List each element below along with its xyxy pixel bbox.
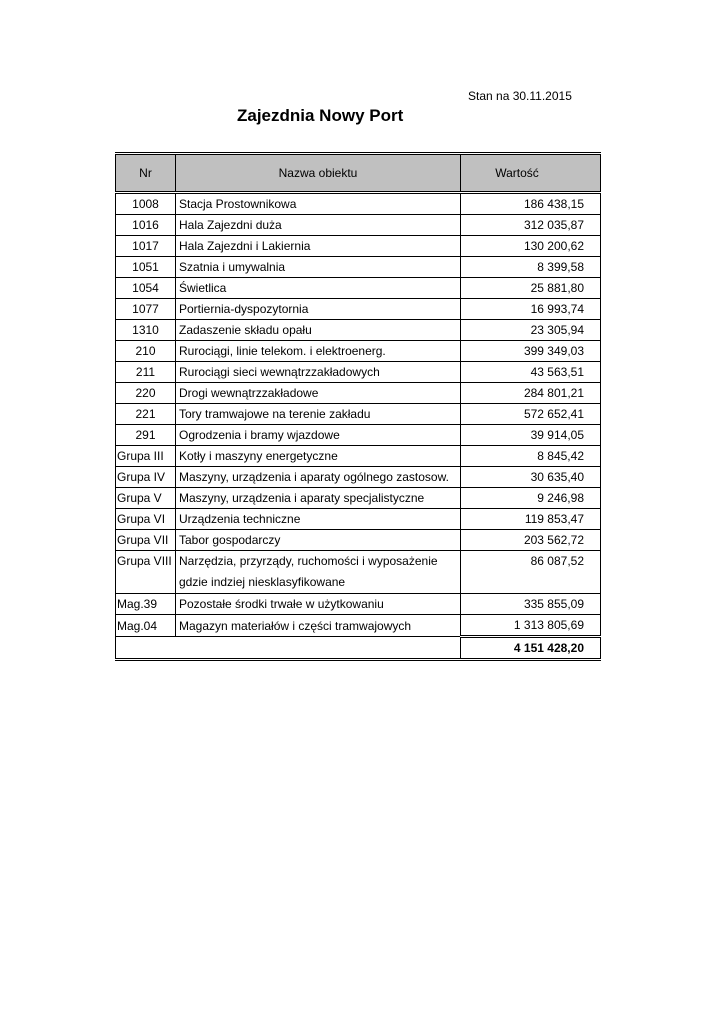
row-name: Narzędzia, przyrządy, ruchomości i wyposażenie gdzie indziej niesklasyfikowane — [176, 551, 461, 594]
row-value: 572 652,41 — [461, 404, 601, 425]
row-nr: Mag.04 — [116, 615, 176, 637]
total-value: 4 151 428,20 — [461, 637, 601, 660]
table-row — [116, 594, 601, 615]
table-row — [116, 299, 601, 320]
table-row — [116, 488, 601, 509]
row-nr: Grupa V — [116, 488, 176, 509]
row-name: Urządzenia techniczne — [176, 509, 461, 530]
column-header-name: Nazwa obiektu — [176, 154, 461, 193]
column-header-value: Wartość — [461, 154, 601, 193]
row-value: 9 246,98 — [461, 488, 601, 509]
row-nr: 1051 — [116, 257, 176, 278]
row-nr: 1077 — [116, 299, 176, 320]
table-row — [116, 383, 601, 404]
row-value: 1 313 805,69 — [461, 615, 601, 637]
row-nr: 210 — [116, 341, 176, 362]
table-row — [116, 320, 601, 341]
row-value: 8 399,58 — [461, 257, 601, 278]
row-name: Hala Zajezdni i Lakiernia — [176, 236, 461, 257]
row-nr: Grupa VI — [116, 509, 176, 530]
row-name: Drogi wewnątrzzakładowe — [176, 383, 461, 404]
row-value: 16 993,74 — [461, 299, 601, 320]
row-name: Tabor gospodarczy — [176, 530, 461, 551]
row-nr: Grupa III — [116, 446, 176, 467]
table-row — [116, 362, 601, 383]
row-name: Maszyny, urządzenia i aparaty ogólnego zastosow. — [176, 467, 461, 488]
row-nr: Mag.39 — [116, 594, 176, 615]
row-value: 25 881,80 — [461, 278, 601, 299]
table-row — [116, 215, 601, 236]
row-name: Kotły i maszyny energetyczne — [176, 446, 461, 467]
assets-table — [115, 152, 601, 661]
total-label-cell — [116, 637, 461, 660]
row-name: Rurociągi, linie telekom. i elektroenerg. — [176, 341, 461, 362]
date-label: Stan na 30.11.2015 — [468, 89, 572, 103]
table-row — [116, 509, 601, 530]
row-nr: 1054 — [116, 278, 176, 299]
table-row — [116, 551, 601, 594]
row-name: Hala Zajezdni duża — [176, 215, 461, 236]
table-row — [116, 236, 601, 257]
table-row — [116, 446, 601, 467]
table-row — [116, 467, 601, 488]
row-value: 335 855,09 — [461, 594, 601, 615]
row-name: Ogrodzenia i bramy wjazdowe — [176, 425, 461, 446]
row-value: 119 853,47 — [461, 509, 601, 530]
row-nr: 1310 — [116, 320, 176, 341]
row-name: Maszyny, urządzenia i aparaty specjalistyczne — [176, 488, 461, 509]
row-value: 43 563,51 — [461, 362, 601, 383]
row-nr: 1008 — [116, 193, 176, 215]
row-name: Świetlica — [176, 278, 461, 299]
row-name: Portiernia-dyspozytornia — [176, 299, 461, 320]
row-value: 23 305,94 — [461, 320, 601, 341]
row-name: Pozostałe środki trwałe w użytkowaniu — [176, 594, 461, 615]
row-name: Zadaszenie składu opału — [176, 320, 461, 341]
row-value: 186 438,15 — [461, 193, 601, 215]
row-nr: 220 — [116, 383, 176, 404]
table-row — [116, 341, 601, 362]
row-value: 86 087,52 — [461, 551, 601, 594]
row-value: 30 635,40 — [461, 467, 601, 488]
row-value: 130 200,62 — [461, 236, 601, 257]
row-value: 8 845,42 — [461, 446, 601, 467]
row-nr: 221 — [116, 404, 176, 425]
table-row — [116, 530, 601, 551]
table-row — [116, 404, 601, 425]
row-value: 312 035,87 — [461, 215, 601, 236]
row-nr: 1016 — [116, 215, 176, 236]
row-name: Stacja Prostownikowa — [176, 193, 461, 215]
row-nr: Grupa IV — [116, 467, 176, 488]
table-row — [116, 278, 601, 299]
row-name: Rurociągi sieci wewnątrzzakładowych — [176, 362, 461, 383]
row-value: 284 801,21 — [461, 383, 601, 404]
table-row — [116, 193, 601, 215]
row-nr: Grupa VII — [116, 530, 176, 551]
table-row — [116, 257, 601, 278]
row-nr: Grupa VIII — [116, 551, 176, 594]
table-header-row — [116, 154, 601, 193]
row-nr: 1017 — [116, 236, 176, 257]
table-row — [116, 425, 601, 446]
page-title: Zajezdnia Nowy Port — [237, 106, 404, 125]
column-header-nr: Nr — [116, 154, 176, 193]
total-row — [116, 637, 601, 660]
row-name: Magazyn materiałów i części tramwajowych — [176, 615, 461, 637]
row-name: Szatnia i umywalnia — [176, 257, 461, 278]
row-nr: 291 — [116, 425, 176, 446]
table-row — [116, 615, 601, 637]
row-name: Tory tramwajowe na terenie zakładu — [176, 404, 461, 425]
row-value: 39 914,05 — [461, 425, 601, 446]
row-nr: 211 — [116, 362, 176, 383]
row-value: 203 562,72 — [461, 530, 601, 551]
row-value: 399 349,03 — [461, 341, 601, 362]
